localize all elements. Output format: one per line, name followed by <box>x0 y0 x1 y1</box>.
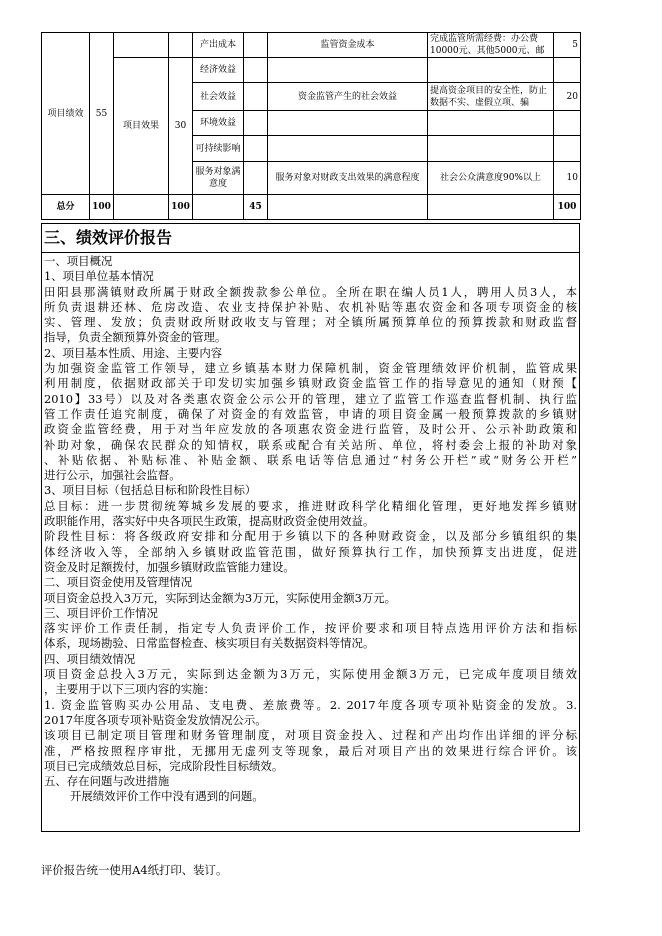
report-title: 三、绩效评价报告 <box>42 224 579 253</box>
indicator-desc-cell <box>268 136 428 162</box>
indicator-desc-cell: 监管资金成本 <box>268 33 428 58</box>
total-empty <box>193 195 244 220</box>
report-line: 政资金监管经费，用于对当年应发放的各项惠农资金进行监管，及时公开、公示补助政策和 <box>44 422 577 437</box>
report-line: 政职能作用，落实好中央各项民生政策，提高财政资金使用效益。 <box>44 514 375 529</box>
report-line: 利用制度，依据财政部关于印发切实加强乡镇财政资金监管工作的指导意见的通知（财预【 <box>44 376 577 391</box>
score-cell: 10 <box>554 162 581 195</box>
total-row <box>42 195 581 220</box>
subcategory-score-cell <box>169 33 193 58</box>
subcategory-cell <box>114 33 169 58</box>
report-line: 落实评价工作责任制，指定专人负责评价工作，按评价要求和项目特点选用评价方法和指标 <box>44 621 577 636</box>
report-line: 1. 资金监管购买办公用品、支电费、差旅费等。2. 2017年度各项专项补贴资金的发放。3. <box>44 697 577 712</box>
indicator-cell: 服务对象满意度 <box>193 162 244 195</box>
table-row <box>42 33 581 58</box>
total-empty <box>114 195 169 220</box>
report-line: 准，严格按照程序审批，无挪用无虚列支等现象，最后对项目产出的效果进行综合评价。该 <box>44 743 577 758</box>
indicator-desc-cell <box>268 111 428 136</box>
total-empty <box>428 195 554 220</box>
standard-cell <box>428 111 554 136</box>
category-cell: 项目绩效 <box>42 33 90 195</box>
total-indicator-score: 45 <box>244 195 268 220</box>
report-line: 五、存在问题与改进措施 <box>44 774 170 789</box>
footnote: 评价报告统一使用A4纸打印、装订。 <box>41 863 228 877</box>
total-empty <box>268 195 428 220</box>
report-line: 1、项目单位基本情况 <box>44 269 154 284</box>
report-line: 资金及时足额拨付，加强乡镇财政监管能力建设。 <box>44 559 295 574</box>
indicator-cell: 可持续影响 <box>193 136 244 162</box>
report-line: 补助对象，确保农民群众的知情权，联系或配合有关站所、单位，将村委会上报的补助对象 <box>44 437 577 452</box>
score-cell <box>554 111 581 136</box>
total-subcategory-score: 100 <box>169 195 193 220</box>
table-row <box>42 58 581 83</box>
report-line: 2017年度各项专项补贴资金发放情况公示。 <box>44 712 267 727</box>
total-score: 100 <box>554 195 581 220</box>
score-cell: 20 <box>554 83 581 111</box>
report-line: 总目标：进一步贯彻统筹城乡发展的要求，推进财政科学化精细化管理，更好地发挥乡镇财 <box>44 498 577 513</box>
indicator-cell: 环境效益 <box>193 111 244 136</box>
report-line: 项目已完成绩效总目标，完成阶段性目标绩效。 <box>44 758 284 773</box>
indicator-score-cell <box>244 111 268 136</box>
subcategory-score-cell: 30 <box>169 58 193 195</box>
indicator-score-cell <box>244 83 268 111</box>
indicator-cell: 产出成本 <box>193 33 244 58</box>
total-label: 总分 <box>42 195 90 220</box>
report-line: 2010】33号）以及对各类惠农资金公示公开的管理，建立了监管工作巡查监督机制、执行监 <box>44 391 577 406</box>
report-line: 该项目已制定项目管理和财务管理制度，对项目资金投入、过程和产出均作出详细的评分标 <box>44 728 577 743</box>
report-line: 项目资金总投入3万元，实际到达金额为3万元，实际使用金额3万元。 <box>44 590 397 605</box>
report-line: 三、项目评价工作情况 <box>44 605 158 620</box>
indicator-score-cell <box>244 162 268 195</box>
report-line: 指导，负责全额预算外资金的管理。 <box>44 330 227 345</box>
score-cell <box>554 136 581 162</box>
report-line: 3、项目目标（包括总目标和阶段性目标） <box>44 483 257 498</box>
report-line: 所负责退耕还林、危房改造、农业支持保护补贴、农机补贴等惠农资金和各项专项资金的核 <box>44 299 577 314</box>
score-cell: 5 <box>554 33 581 58</box>
total-category-score: 100 <box>90 195 114 220</box>
report-line: 阶段性目标：将各级政府安排和分配用于乡镇以下的各种财政资金，以及部分乡镇组织的集 <box>44 529 577 544</box>
report-line: 体系，现场勘验、日常监督检查、核实项目有关数据资料等情况。 <box>44 636 375 651</box>
standard-cell <box>428 136 554 162</box>
indicator-cell: 经济效益 <box>193 58 244 83</box>
score-cell <box>554 58 581 83</box>
standard-cell <box>428 58 554 83</box>
subcategory-cell: 项目效果 <box>114 58 169 195</box>
report-body <box>42 253 579 805</box>
category-score-cell: 55 <box>90 33 114 195</box>
indicator-score-cell <box>244 58 268 83</box>
indicator-cell: 社会效益 <box>193 83 244 111</box>
indicator-desc-cell <box>268 58 428 83</box>
report-section <box>41 223 580 832</box>
standard-cell: 提高资金项目的安全性，防止数据不实、虚假立项、骗 <box>428 83 554 111</box>
indicator-desc-cell: 服务对象对财政支出效果的满意程度 <box>268 162 428 195</box>
report-line: 四、项目绩效情况 <box>44 651 136 666</box>
standard-cell: 社会公众满意度90%以上 <box>428 162 554 195</box>
report-line: 一、项目概况 <box>44 254 113 268</box>
standard-cell: 完成监管所需经费：办公费10000元、其他5000元、邮 <box>428 33 554 58</box>
report-line: 为加强资金监管工作领导，建立乡镇基本财力保障机制，资金管理绩效评价机制，监管成果 <box>44 361 577 376</box>
report-line: 实、管理、发放；负责财政所财政收支与管理；对全镇所属预算单位的预算拨款和财政监督 <box>44 315 577 330</box>
report-line: 体经济收入等，全部纳入乡镇财政监管范围，做好预算执行工作，加快预算支出进度，促进 <box>44 544 577 559</box>
report-line: ，主要用于以下三项内容的实施： <box>44 682 215 697</box>
report-line: 二、项目资金使用及管理情况 <box>44 575 193 590</box>
score-table <box>41 32 581 220</box>
report-line: 进行公示，加强社会监督。 <box>44 468 181 483</box>
report-line: 开展绩效评价工作中没有遇到的问题。 <box>70 789 264 804</box>
report-line: 项目资金总投入3万元，实际到达金额为3万元，实际使用金额3万元，已完成年度项目绩效 <box>44 667 577 682</box>
report-line: 2、项目基本性质、用途、主要内容 <box>44 345 223 360</box>
report-line: 田阳县那满镇财政所属于财政全额拨款参公单位。全所在职在编人员1人，聘用人员3人，本 <box>44 284 577 299</box>
indicator-score-cell <box>244 136 268 162</box>
indicator-score-cell <box>244 33 268 58</box>
indicator-desc-cell: 资金监管产生的社会效益 <box>268 83 428 111</box>
report-line: 管工作责任追究制度，确保了对资金的有效监管，申请的项目资金属一般预算拨款的乡镇财 <box>44 406 577 421</box>
report-line: 、补贴依据、补贴标准、补贴金额、联系电话等信息通过“村务公开栏”或“财务公开栏” <box>44 452 577 467</box>
